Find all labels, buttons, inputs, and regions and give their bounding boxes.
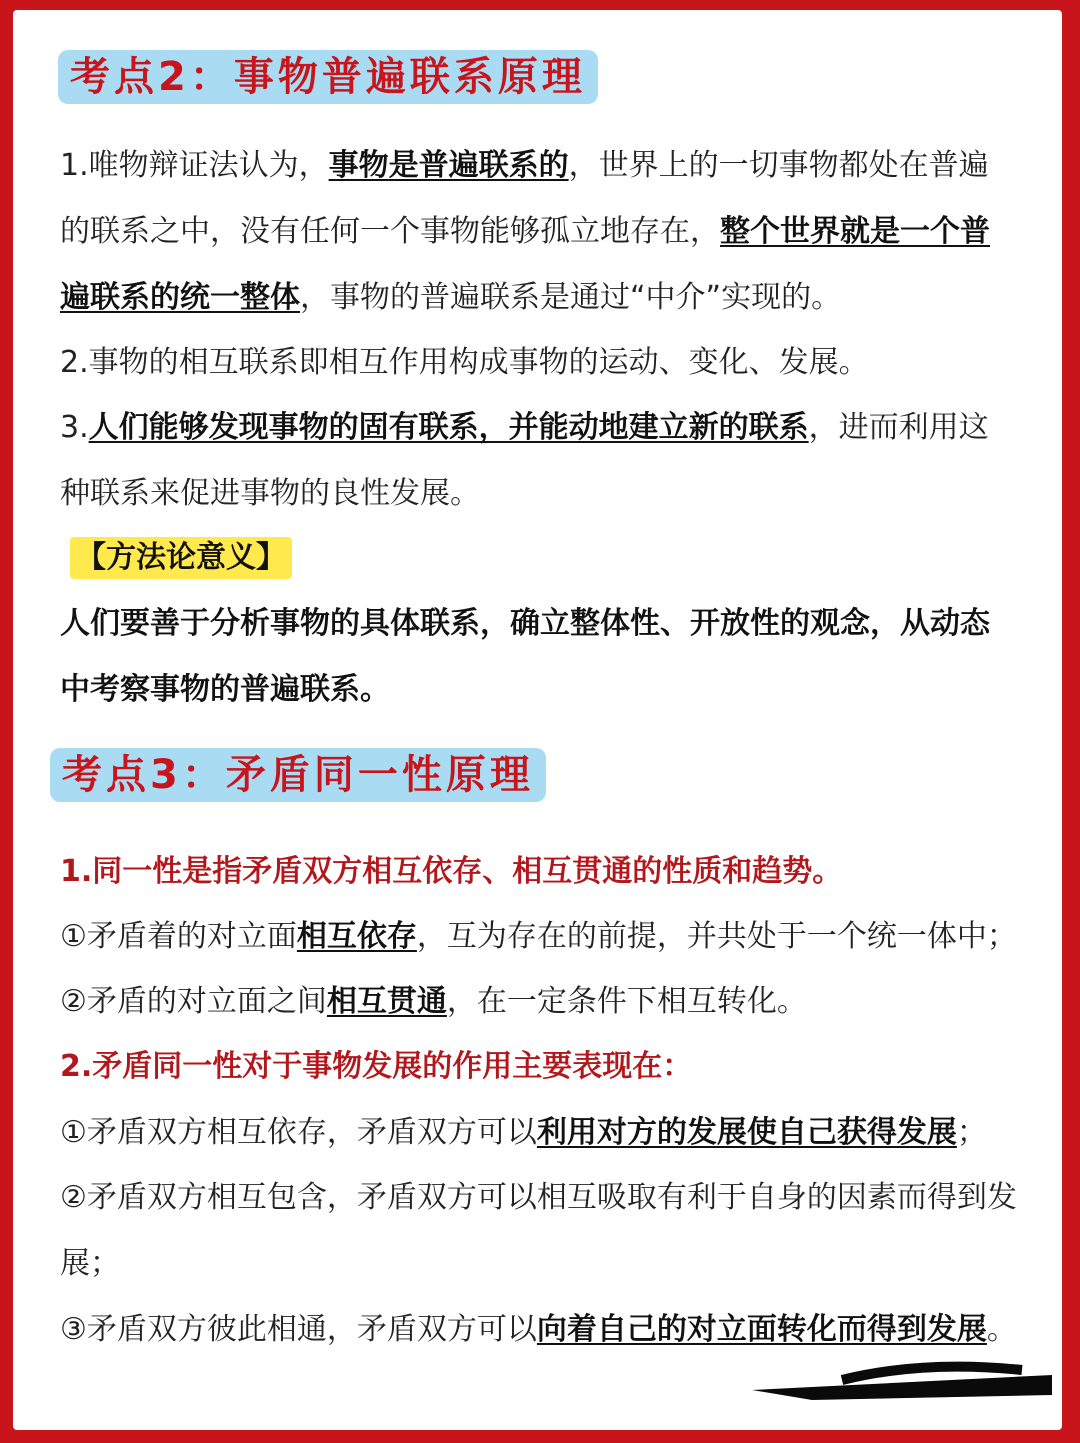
- content-sheet: [13, 10, 1062, 1430]
- s3-b1: [60, 1113, 987, 1153]
- s3-point2: 2.矛盾同一性对于事物发展的作用主要表现在：: [60, 1049, 693, 1084]
- s3-b1-post: ；: [956, 1115, 987, 1150]
- s2-p1-line2-pre: 的联系之中，没有任何一个事物能够孤立地存在，: [60, 214, 720, 249]
- section3-heading: 考点3：矛盾同一性原理: [50, 748, 546, 802]
- s2-p1-key2a: 整个世界就是一个普: [720, 214, 990, 249]
- s2-p1-key2b: 遍联系的统一整体: [60, 280, 300, 315]
- s3-a1-key: 相互依存: [296, 919, 417, 954]
- methodology-line2: 中考察事物的普遍联系。: [60, 672, 390, 707]
- s3-b3-pre: ③矛盾双方彼此相通，矛盾双方可以: [60, 1312, 537, 1347]
- redaction-scribble: [722, 1340, 1062, 1430]
- s2-p1-line1: [60, 146, 989, 186]
- s2-p3-key: 人们能够发现事物的固有联系，并能动地建立新的联系: [88, 410, 809, 445]
- s3-a2: [60, 982, 807, 1022]
- s3-point1: 1.同一性是指矛盾双方相互依存、相互贯通的性质和趋势。: [60, 854, 843, 889]
- s2-p1-line3: [60, 278, 841, 318]
- s3-a1-post: ，互为存在的前提，并共处于一个统一体中；: [416, 919, 1017, 954]
- section2-heading: 考点2：事物普遍联系原理: [58, 50, 598, 104]
- methodology-line1: 人们要善于分析事物的具体联系，确立整体性、开放性的观念，从动态: [60, 606, 990, 641]
- s3-a2-key: 相互贯通: [326, 984, 447, 1019]
- s3-a2-pre: ②矛盾的对立面之间: [60, 984, 327, 1019]
- s2-p3-prefix: 3.: [60, 410, 89, 445]
- s3-b3-key: 向着自己的对立面转化而得到发展: [536, 1312, 987, 1347]
- s3-b3-post: 。: [986, 1312, 1017, 1347]
- methodology-tag: 【方法论意义】: [70, 537, 292, 579]
- s3-b1-pre: ①矛盾双方相互依存，矛盾双方可以: [60, 1115, 537, 1150]
- s2-p1-mid1: ，世界上的一切事物都处在普遍: [568, 148, 989, 183]
- s3-b2-line1: ②矛盾双方相互包含，矛盾双方可以相互吸取有利于自身的因素而得到发: [60, 1180, 1017, 1215]
- s2-p3-tail: ，进而利用这: [808, 410, 989, 445]
- s3-a1-pre: ①矛盾着的对立面: [60, 919, 297, 954]
- s2-p2: 2.事物的相互联系即相互作用构成事物的运动、变化、发展。: [60, 345, 869, 380]
- s2-p3-line1: [60, 408, 989, 448]
- s3-b1-key: 利用对方的发展使自己获得发展: [536, 1115, 957, 1150]
- s2-p1-line2: [60, 212, 990, 252]
- s3-b2-line2: 展；: [60, 1246, 120, 1281]
- s2-p1-tail: ，事物的普遍联系是通过“中介”实现的。: [300, 280, 842, 315]
- s3-a1: [60, 917, 1017, 957]
- s3-a2-post: ，在一定条件下相互转化。: [446, 984, 807, 1019]
- s2-p3-line2: 种联系来促进事物的良性发展。: [60, 476, 480, 511]
- s2-p1-key1: 事物是普遍联系的: [328, 148, 569, 183]
- s2-p1-prefix: 1.唯物辩证法认为，: [60, 148, 329, 183]
